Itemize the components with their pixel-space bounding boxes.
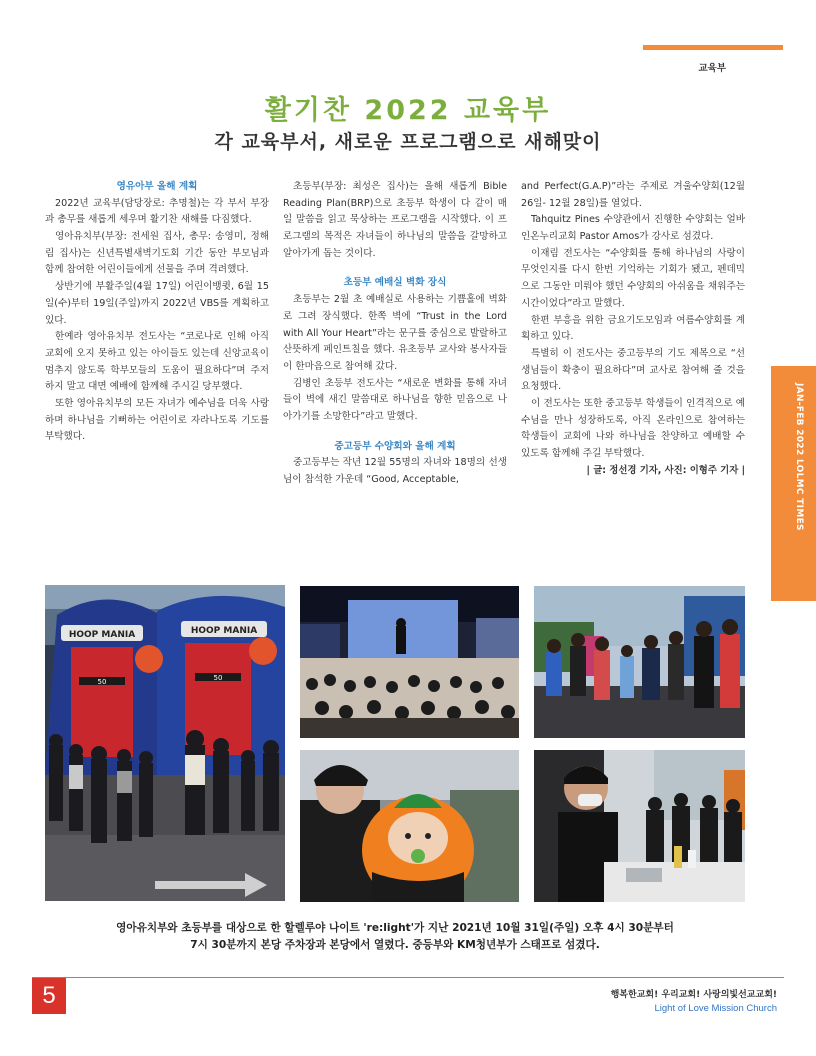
page-number: 5 [32,978,66,1014]
photo-food-serving [534,750,745,902]
article-paragraph: 또한 영아유치부의 모든 자녀가 예수님을 더욱 사랑하며 하나님을 기뻐하는 어린이로 자라나도록 기도를 부탁했다. [45,397,269,443]
footer-slogan: 행복한교회! 우리교회! 사랑의빛선교교회! [610,990,777,1000]
hoop-sign-left: HOOP MANIA [68,630,136,640]
article-paragraph: 특별히 이 전도사는 중고등부의 기도 제목으로 “선생님들이 확충이 필요하다”며 교사로 참여해 줄 것을 요청했다. [521,347,745,393]
byline-credit: | 글: 정선경 기자, 사진: 이형주 기자 | [586,464,745,476]
article-paragraph: 한편 부흥을 위한 금요기도모임과 여름수양회를 계획하고 있다. [521,314,745,343]
hoop-sign-right: HOOP MANIA [190,626,258,636]
photo-inflatable-hoop [45,585,285,901]
article-paragraph-continued: and Perfect(G.A.P)”라는 주제로 겨울수양회(12월 26일- 12월 28일)를 열었다. [521,181,745,209]
page-subheadline: 각 교육부서, 새로운 프로그램으로 새해맞이 [214,131,602,153]
article-column-2 [283,179,507,489]
page-headline: 활기찬 2022 교육부 [264,95,552,126]
article-paragraph: 이 전도사는 또한 중고등부 학생들이 인격적으로 예수님을 만나 성장하도록, 아직 온라인으로 참여하는 학생들이 교회에 나와 하나님을 찬양하고 예배할 수 있도록 함께해 주길 부탁했다. [521,397,745,459]
section-heading-youth-retreat: 중고등부 수양회와 올해 계획 [334,440,456,452]
section-heading-mural: 초등부 예배실 벽화 장식 [343,277,447,289]
article-column-3 [521,179,745,479]
article-paragraph: 이재림 전도사는 “수양회를 통해 하나님의 사랑이 무엇인지를 다시 한번 기억하는 기회가 됐고, 펜데믹으로 그동안 미뤄야 했던 수양회의 아쉬움을 채워주는 시간이었다”라고 말했다. [521,247,745,309]
photo-worship-service [300,586,519,738]
photo-caption [45,920,745,954]
caption-line-1: 영아유치부와 초등부를 대상으로 한 할렐루야 나이트 're:light'가 지난 2021년 10월 31일(주일) 오후 4시 30분부터 [116,922,674,934]
article-paragraph: Tahquitz Pines 수양관에서 진행한 수양회는 얼바인온누리교회 Pastor Amos가 강사로 섬겼다. [521,214,745,243]
article-paragraph: 초등부는 2월 초 예배실로 사용하는 기쁨홀에 벽화로 그려 장식했다. 한쪽 벽에 “Trust in the Lord with All Your Heart”라는 문구를 중심으로 발랄하고 산뜻하게 페인트칠을 했다. 유초등부 교사와 봉사자들이 한마음으로 참여해 갔다. [283,294,507,372]
article-column-1 [45,179,269,446]
footer-church-name: Light of Love Mission Church [654,1003,777,1014]
hoop-score-left: 50 [97,678,107,686]
hoop-score-right: 50 [213,674,223,682]
section-heading-infant-dept: 영유아부 올해 계획 [116,181,198,192]
article-paragraph: 영아유치부(부장: 전세원 집사, 총무: 송영미, 정해림 집사)는 신년특별새벽기도회 기간 동안 부모님과 함께 참여한 어린이들에게 선물을 주며 격려했다. [45,231,269,276]
header-accent-bar [643,45,783,50]
photo-kids-outdoors [534,586,745,738]
article-paragraph: 2022년 교육부(담당장로: 추명철)는 각 부서 부장과 총무를 새롭게 세우며 활기찬 새해를 다짐했다. [45,197,269,226]
article-paragraph: 김병인 초등부 전도사는 “새로운 변화를 통해 자녀들이 벽에 새긴 말씀대로 하나님을 향한 믿음으로 나아가기를 소망한다”라고 말했다. [283,377,507,422]
footer-divider [32,977,784,978]
article-paragraph: 한예라 영아유치부 전도사는 “코로나로 인해 아직 교회에 오지 못하고 있는 아이들도 있는데 신앙교육이 멈추지 않도록 학부모들의 도움이 필요하다”며 주저하지 말고 대면 예배에 함께해 주시길 당부했다. [45,331,269,393]
article-paragraph: 상반기에 부활주일(4월 17일) 어린이뱅큇, 6월 15일(수)부터 19일(주일)까지 2022년 VBS를 계획하고 있다. [45,281,269,326]
photo-baby-pumpkin-costume [300,750,519,902]
caption-line-2: 7시 30분까지 본당 주차장과 본당에서 열렸다. 중등부와 KM청년부가 스태프로 섬겼다. [190,939,600,952]
article-paragraph: 중고등부는 작년 12월 55명의 자녀와 18명의 선생님이 참석한 가운데 “Good, Acceptable, [283,457,507,485]
side-tab-label: JAN-FEB 2022 LOLMC TIMES [794,383,804,531]
section-label: 교육부 [698,63,726,74]
article-paragraph: 초등부(부장: 최성은 집사)는 올해 새롭게 Bible Reading Plan(BRP)으로 초등부 학생이 다 같이 매일 말씀을 읽고 묵상하는 프로그램을 시작했다. 이 프로그램의 목적은 자녀들이 하나님의 말씀을 갈망하고 알아가게 돕는 것이다. [283,181,507,259]
